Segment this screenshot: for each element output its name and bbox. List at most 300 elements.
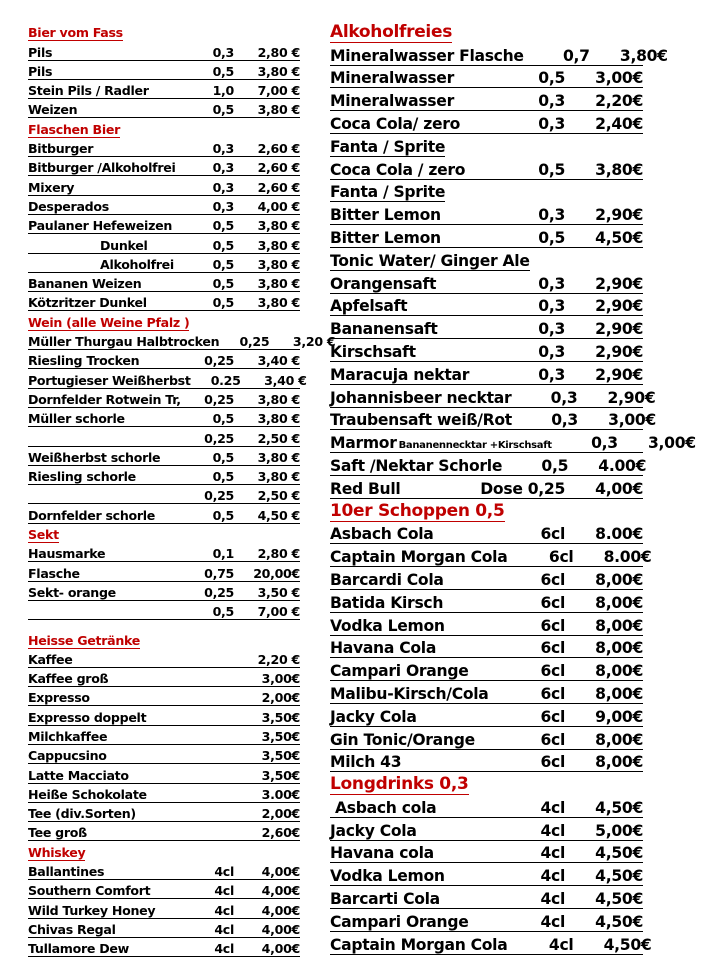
section-heading-row <box>330 499 643 522</box>
menu-row <box>330 909 643 932</box>
item-size: 0,3 <box>551 411 578 430</box>
item-name: Milchkaffee <box>28 728 108 744</box>
item-name: Ballantines <box>28 864 105 880</box>
item-size: 4cl <box>214 921 234 937</box>
menu-row <box>28 350 300 369</box>
menu-row <box>330 544 652 567</box>
item-price: 3,80 € <box>257 237 300 253</box>
item-price: 4,00€ <box>595 479 643 498</box>
menu-row <box>28 726 300 745</box>
item-size: 4cl <box>540 890 565 909</box>
menu-row <box>28 254 300 273</box>
item-price: 3,20 € <box>292 334 336 350</box>
menu-row <box>28 99 300 118</box>
item-price: 3,80 € <box>257 102 300 118</box>
menu-row <box>28 803 300 822</box>
menu-row <box>28 273 300 292</box>
item-price: 8,00€ <box>595 753 643 772</box>
item-price: 8,00€ <box>595 730 643 749</box>
menu-row <box>330 818 643 841</box>
item-name: Latte Macciato <box>28 767 129 783</box>
item-size: 0,7 <box>562 46 590 65</box>
item-price: 4,00€ <box>261 921 300 937</box>
item-name: Desperados <box>28 198 109 214</box>
item-size: 0.25 <box>210 372 241 388</box>
item-name: Müller schorle <box>28 411 125 427</box>
item-size: 0,25 <box>204 430 234 446</box>
section-heading-row <box>330 772 643 795</box>
item-price: 3,00€ <box>595 69 643 88</box>
item-size: 0,3 <box>212 141 234 157</box>
item-size: 0,5 <box>541 456 569 475</box>
item-name: Maracuja nektar <box>330 365 470 384</box>
menu-row <box>330 294 643 317</box>
menu-row <box>330 932 652 955</box>
item-size: 4cl <box>540 821 565 840</box>
item-name: Bananensaft <box>330 320 438 339</box>
item-size: 0,5 <box>538 160 565 179</box>
item-size: 0,5 <box>538 228 565 247</box>
item-price: 20,00€ <box>253 565 300 581</box>
item-name: Dornfelder Rotwein Tr, <box>28 391 181 407</box>
item-price: 4,00€ <box>261 902 300 918</box>
item-name: Captain Morgan Cola <box>330 935 508 954</box>
item-price: 3,80 € <box>257 256 300 272</box>
item-subtext: Bananennecktar +Kirschsaft <box>398 440 552 452</box>
menu-row <box>28 504 300 523</box>
item-name: Vodka Lemon <box>330 616 445 635</box>
menu-row <box>28 176 300 195</box>
item-size: 0,5 <box>212 276 234 292</box>
item-name: Gin Tonic/Orange <box>330 730 475 749</box>
item-name: Tonic Water/ Ginger Ale <box>330 251 530 270</box>
item-name: Stein Pils / Radler <box>28 83 149 99</box>
item-price: 3,50€ <box>261 748 300 764</box>
menu-row <box>28 880 300 899</box>
item-size: 0,5 <box>212 604 234 620</box>
item-name: Tullamore Dew <box>28 941 129 957</box>
section-heading: Sekt <box>28 527 59 543</box>
item-name: Johannisbeer necktar <box>330 388 512 407</box>
item-size: 0,5 <box>212 218 234 234</box>
item-name: Paulaner Hefeweizen <box>28 218 173 234</box>
item-size: 4cl <box>214 883 234 899</box>
item-price: 2,90€ <box>595 206 643 225</box>
menu-row <box>28 215 300 234</box>
item-size: 0,3 <box>538 114 565 133</box>
item-name: Bananen Weizen <box>28 276 142 292</box>
menu-row <box>28 485 300 504</box>
item-name: Mineralwasser Flasche <box>330 46 524 65</box>
item-size: 0,75 <box>204 565 234 581</box>
item-price: 4,50€ <box>595 867 643 886</box>
item-size: 0,3 <box>212 44 234 60</box>
item-price: 3,80 € <box>257 276 300 292</box>
item-name: Fanta / Sprite <box>330 183 446 202</box>
item-name: Weizen <box>28 102 78 118</box>
item-price: 8.00€ <box>595 525 643 544</box>
item-price: 3,00€ <box>647 434 696 453</box>
item-price: 3,50€ <box>261 767 300 783</box>
item-name: Cappucsino <box>28 748 107 764</box>
item-name: Kirschsaft <box>330 342 416 361</box>
item-size: 6cl <box>540 593 565 612</box>
menu-row <box>330 795 643 818</box>
item-size: 0,5 <box>538 69 565 88</box>
section-heading: Flaschen Bier <box>28 121 121 137</box>
item-size: 6cl <box>548 548 574 567</box>
item-price: 3,80 € <box>257 469 300 485</box>
item-name: Havana Cola <box>330 639 437 658</box>
item-price: 2,20€ <box>595 92 643 111</box>
item-size: 6cl <box>540 662 565 681</box>
item-name: Heiße Schokolate <box>28 786 147 802</box>
item-name: Asbach Cola <box>330 525 434 544</box>
item-size: 0,3 <box>591 434 618 453</box>
item-price: 3,50 € <box>257 584 300 600</box>
item-price: 4.00€ <box>598 456 647 475</box>
menu-row <box>330 613 643 636</box>
item-size: 6cl <box>540 616 565 635</box>
menu-row <box>28 687 300 706</box>
item-price: 2,40€ <box>595 114 643 133</box>
item-price: 4,50€ <box>595 798 643 817</box>
item-size: 0,3 <box>538 274 565 293</box>
item-size: 0,3 <box>538 342 565 361</box>
menu-row <box>330 430 696 453</box>
item-size: 0,5 <box>212 411 234 427</box>
item-name: Coca Cola/ zero <box>330 114 461 133</box>
menu-row <box>330 476 643 499</box>
item-name: Weißherbst schorle <box>28 449 161 465</box>
item-size: 0,3 <box>212 179 234 195</box>
section-heading-row <box>28 311 300 330</box>
item-size: 6cl <box>540 525 565 544</box>
item-size: 0,5 <box>212 102 234 118</box>
item-size: 0,3 <box>538 320 565 339</box>
menu-column-left <box>28 22 336 957</box>
menu-row <box>330 180 643 203</box>
item-size: 6cl <box>540 639 565 658</box>
item-price: 2,80 € <box>257 44 300 60</box>
menu-row <box>330 157 643 180</box>
menu-row <box>330 339 643 362</box>
item-price: 3,50€ <box>261 728 300 744</box>
menu-row <box>28 80 300 99</box>
item-size: 6cl <box>540 753 565 772</box>
item-price: 8,00€ <box>595 616 643 635</box>
item-price: 8,00€ <box>595 593 643 612</box>
item-name: Pils <box>28 63 53 79</box>
menu-row <box>330 362 643 385</box>
section-heading-row <box>28 841 300 860</box>
item-name: Kaffee <box>28 651 73 667</box>
item-name: Red Bull <box>330 479 401 498</box>
menu-row <box>330 271 643 294</box>
item-size: 0,1 <box>212 546 234 562</box>
item-name: Tee (div.Sorten) <box>28 806 136 822</box>
item-size: 4cl <box>540 798 565 817</box>
menu-row <box>330 408 656 431</box>
menu-row <box>330 111 643 134</box>
item-name: Flasche <box>28 565 80 581</box>
section-heading: Longdrinks 0,3 <box>330 774 469 795</box>
menu-row <box>28 157 300 176</box>
item-price: 3,00€ <box>608 411 656 430</box>
section-heading: 10er Schoppen 0,5 <box>330 500 505 521</box>
menu-row <box>330 316 643 339</box>
item-price: 2,90€ <box>607 388 656 407</box>
item-price: 8.00€ <box>603 548 652 567</box>
item-name: Traubensaft weiß/Rot <box>330 411 512 430</box>
item-price: 3,80€ <box>595 160 643 179</box>
item-name: Havana cola <box>330 844 434 863</box>
item-name: Müller Thurgau Halbtrocken <box>28 334 220 350</box>
item-name: Sekt- orange <box>28 584 116 600</box>
item-name: Riesling schorle <box>28 469 136 485</box>
item-name: Vodka Lemon <box>330 867 445 886</box>
menu-row <box>28 601 300 620</box>
item-price: 2,50 € <box>257 488 300 504</box>
menu-row <box>330 385 656 408</box>
item-price: 2,20 € <box>257 651 300 667</box>
menu-row <box>28 466 300 485</box>
menu-row <box>28 822 300 841</box>
menu-row <box>28 61 300 80</box>
item-name: Hausmarke <box>28 546 106 562</box>
item-name: Jacky Cola <box>330 821 417 840</box>
menu-row <box>330 681 643 704</box>
item-price: 7,00 € <box>257 83 300 99</box>
item-price: 4,50€ <box>595 912 643 931</box>
item-name: Fanta / Sprite <box>330 137 446 156</box>
menu-row <box>28 582 300 601</box>
item-name: Orangensaft <box>330 274 437 293</box>
item-name: Bitburger <box>28 141 94 157</box>
menu-row <box>28 369 307 388</box>
menu-column-right <box>330 20 696 955</box>
item-price: 4,50€ <box>595 228 643 247</box>
item-size: 0,3 <box>212 160 234 176</box>
menu-row <box>330 88 643 111</box>
item-name: Campari Orange <box>330 912 469 931</box>
menu-row <box>330 202 643 225</box>
item-name: Barcardi Cola <box>330 570 444 589</box>
menu-row <box>330 134 643 157</box>
item-size: 6cl <box>540 730 565 749</box>
menu-row <box>28 138 300 157</box>
item-price: 3,80 € <box>257 63 300 79</box>
item-price: 7,00 € <box>257 604 300 620</box>
section-heading: Bier vom Fass <box>28 25 123 41</box>
item-name: Kaffee groß <box>28 671 109 687</box>
item-name: Chivas Regal <box>28 921 116 937</box>
menu-row <box>28 41 300 60</box>
item-size: 6cl <box>540 684 565 703</box>
menu-row <box>330 727 643 750</box>
item-name: Batida Kirsch <box>330 593 444 612</box>
item-price: 3,50€ <box>261 709 300 725</box>
item-price: 4,00€ <box>261 883 300 899</box>
item-price: 3,40 € <box>257 353 300 369</box>
menu-row <box>28 543 300 562</box>
item-name: Riesling Trocken <box>28 353 140 369</box>
item-name: Barcarti Cola <box>330 890 440 909</box>
item-price: 8,00€ <box>595 662 643 681</box>
menu-row <box>28 427 300 446</box>
item-size: 0,5 <box>212 469 234 485</box>
item-price: 2,00€ <box>261 806 300 822</box>
item-name: Kötzritzer Dunkel <box>28 295 147 311</box>
item-price: 8,00€ <box>595 639 643 658</box>
item-price: 4,50€ <box>603 935 652 954</box>
item-price: 3,80 € <box>257 218 300 234</box>
menu-row <box>28 447 300 466</box>
item-price: 3,80 € <box>257 391 300 407</box>
item-price: 4,50€ <box>595 844 643 863</box>
item-price: 2,00€ <box>261 690 300 706</box>
item-size: 0,5 <box>212 507 234 523</box>
item-name: Mixery <box>28 179 75 195</box>
item-name: Dunkel <box>100 237 148 253</box>
item-size: Dose 0,25 <box>480 479 565 498</box>
item-name-main: Marmor <box>330 434 397 453</box>
menu-row <box>330 704 643 727</box>
item-size: 0,3 <box>538 92 565 111</box>
item-size: 0,25 <box>204 391 234 407</box>
item-price: 8,00€ <box>595 684 643 703</box>
menu-row <box>330 590 643 613</box>
item-size: 4cl <box>548 935 574 954</box>
item-size: 0,25 <box>204 584 234 600</box>
item-price: 3,80 € <box>257 411 300 427</box>
item-name: Bitter Lemon <box>330 206 441 225</box>
item-size: 6cl <box>540 707 565 726</box>
item-price: 3,80 € <box>257 295 300 311</box>
item-price: 2,90€ <box>595 365 643 384</box>
item-price: 2,90€ <box>595 297 643 316</box>
item-size: 0,25 <box>204 353 234 369</box>
item-price: 2,60€ <box>261 825 300 841</box>
item-size: 4cl <box>540 912 565 931</box>
item-price: 2,50 € <box>257 430 300 446</box>
item-size: 0,25 <box>239 334 270 350</box>
menu-row <box>330 567 643 590</box>
menu-row <box>330 863 643 886</box>
item-size: 0,5 <box>212 295 234 311</box>
menu-row <box>330 750 643 773</box>
item-name: Bitburger /Alkoholfrei <box>28 160 176 176</box>
item-name: Dornfelder schorle <box>28 507 156 523</box>
menu-row <box>28 408 300 427</box>
menu-row <box>330 66 643 89</box>
section-heading: Heisse Getränke <box>28 632 140 648</box>
item-name: Jacky Cola <box>330 707 417 726</box>
item-price: 4,50€ <box>595 890 643 909</box>
item-name: Saft /Nektar Schorle <box>330 456 503 475</box>
menu-row <box>330 248 643 271</box>
item-price: 3,80 € <box>257 449 300 465</box>
item-price: 3,40 € <box>264 372 307 388</box>
menu-row <box>28 331 336 350</box>
menu-row <box>28 649 300 668</box>
menu-row <box>28 745 300 764</box>
item-name: Tee groß <box>28 825 87 841</box>
section-heading-row <box>28 118 300 137</box>
item-price: 2,90€ <box>595 342 643 361</box>
item-price: 2,80 € <box>257 546 300 562</box>
menu-row <box>28 938 300 957</box>
menu-row <box>28 784 300 803</box>
menu-row <box>330 453 647 476</box>
menu-row <box>28 562 300 581</box>
menu-row <box>28 668 300 687</box>
item-name: Malibu-Kirsch/Cola <box>330 684 489 703</box>
menu-row <box>330 636 643 659</box>
item-price: 2,60 € <box>257 160 300 176</box>
item-name: Southern Comfort <box>28 883 151 899</box>
item-size: 0,3 <box>550 388 578 407</box>
item-size: 1,0 <box>212 83 234 99</box>
item-size: 0,5 <box>212 63 234 79</box>
item-name: Milch 43 <box>330 753 402 772</box>
item-price: 4,00€ <box>261 864 300 880</box>
item-price: 2,90€ <box>595 274 643 293</box>
item-price: 2,60 € <box>257 141 300 157</box>
item-name <box>330 434 552 452</box>
item-size: 0,25 <box>204 488 234 504</box>
item-size: 4cl <box>540 867 565 886</box>
item-size: 4cl <box>214 941 234 957</box>
menu-row <box>330 43 668 66</box>
item-size: 4cl <box>540 844 565 863</box>
item-name: Portugieser Weißherbst <box>28 372 191 388</box>
item-price: 5,00€ <box>595 821 643 840</box>
menu-row <box>28 706 300 725</box>
item-name: Bitter Lemon <box>330 228 441 247</box>
item-size: 0,5 <box>212 237 234 253</box>
item-size: 0,3 <box>538 297 565 316</box>
item-price: 9,00€ <box>595 707 643 726</box>
item-size: 0,5 <box>212 449 234 465</box>
item-price: 4,00 € <box>257 198 300 214</box>
item-name: Coca Cola / zero <box>330 160 466 179</box>
section-heading: Alkoholfreies <box>330 21 453 42</box>
section-heading-row <box>28 22 300 41</box>
section-heading-row <box>28 524 300 543</box>
item-name: Apfelsaft <box>330 297 408 316</box>
item-name: Wild Turkey Honey <box>28 902 156 918</box>
item-name: Expresso <box>28 690 90 706</box>
menu-row <box>330 522 643 545</box>
item-name: Alkoholfrei <box>100 256 174 272</box>
item-name: Captain Morgan Cola <box>330 548 508 567</box>
item-name: Pils <box>28 44 53 60</box>
item-size: 6cl <box>540 570 565 589</box>
item-price: 4,50 € <box>257 507 300 523</box>
item-name: Mineralwasser <box>330 92 454 111</box>
item-price: 4,00€ <box>261 941 300 957</box>
item-name: Expresso doppelt <box>28 709 147 725</box>
item-size: 0,5 <box>212 256 234 272</box>
item-price: 3,80€ <box>619 46 668 65</box>
item-name: Campari Orange <box>330 662 469 681</box>
item-size: 4cl <box>214 902 234 918</box>
item-size: 0,3 <box>212 198 234 214</box>
menu-row <box>28 234 300 253</box>
item-price: 2,90€ <box>595 320 643 339</box>
item-price: 3,00€ <box>261 671 300 687</box>
